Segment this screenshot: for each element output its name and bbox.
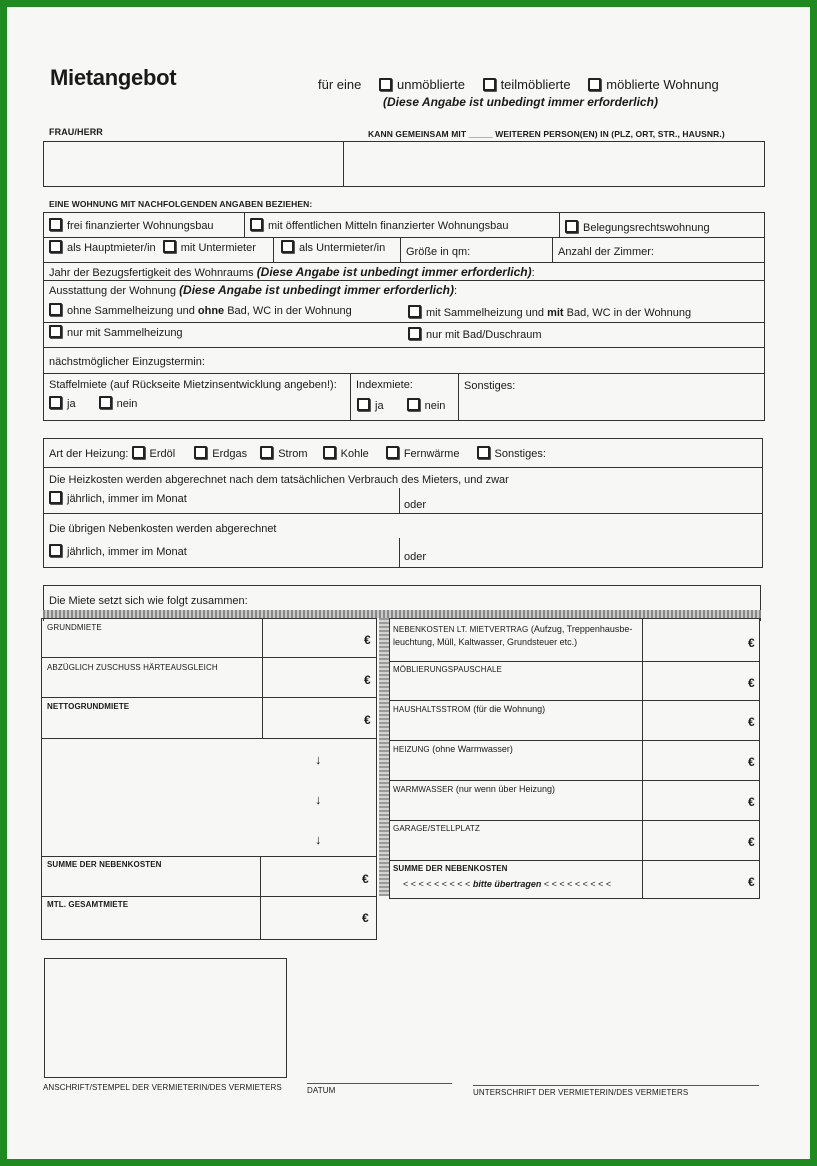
gesamtmiete-euro: € xyxy=(362,911,369,925)
index-label: Indexmiete: xyxy=(356,379,413,391)
moeblierung-label: MÖBLIERUNGSPAUSCHALE xyxy=(393,665,502,674)
fuer-eine-label: für eine xyxy=(318,77,362,92)
ausstattung-note: (Diese Angabe ist unbedingt immer erforderlich) xyxy=(179,283,454,297)
frei-finanziert-label: frei finanzierter Wohnungsbau xyxy=(67,220,214,232)
nur-sammelheizung-checkbox[interactable] xyxy=(49,325,62,338)
zimmer-label: Anzahl der Zimmer: xyxy=(558,246,654,258)
summe-nebenkosten-right-euro: € xyxy=(748,875,755,889)
als-untermieter-checkbox[interactable] xyxy=(281,240,294,253)
ohne-sammelheizung-checkbox[interactable] xyxy=(49,303,62,316)
als-untermieter-label: als Untermieter/in xyxy=(299,242,386,254)
miete-heading: Die Miete setzt sich wie folgt zusammen: xyxy=(49,595,248,607)
belegung-checkbox[interactable] xyxy=(565,220,578,233)
nur-bad-label: nur mit Bad/Duschraum xyxy=(426,329,542,341)
bezugsjahr-label: Jahr der Bezugsfertigkeit des Wohnraums xyxy=(49,267,254,279)
heizung-kosten-euro: € xyxy=(748,755,755,769)
moebliert-label: möblierte Wohnung xyxy=(606,77,719,92)
fernwaerme-checkbox[interactable] xyxy=(386,446,399,459)
gesamtmiete-label: MTL. GESAMTMIETE xyxy=(47,900,129,909)
nebenkosten-jaehrlich-checkbox[interactable] xyxy=(49,544,62,557)
heizkosten-jaehrlich-checkbox[interactable] xyxy=(49,491,62,504)
arrow-down-icon: ↓ xyxy=(315,752,322,767)
heizkosten-text: Die Heizkosten werden abgerechnet nach dem tatsächlichen Verbrauch des Mieters, und zwar xyxy=(49,474,509,486)
grundmiete-label: GRUNDMIETE xyxy=(47,623,102,632)
hauptmieter-checkbox[interactable] xyxy=(49,240,62,253)
name-field[interactable] xyxy=(49,157,339,175)
summe-nebenkosten-left-euro: € xyxy=(362,872,369,886)
teilmoebliert-checkbox[interactable] xyxy=(483,78,496,91)
arrow-down-icon: ↓ xyxy=(315,832,322,847)
unterschrift-line[interactable] xyxy=(473,1085,759,1086)
form-page: Mietangebot für eine unmöblierte teilmöblierte möblierte Wohnung (Diese Angabe ist unbedingt immer erforderlich) FRAU/HERR KANN GEMEINSAM MIT _____ WEITEREN PERSON(EN) IN (PLZ, ORT, STR., HAUSNR.) EINE WOHNUNG MIT NACHFOLGENDEN ANGABEN BEZIEHEN: frei finanzierter Wohnungsbau mit öffentlichen Mitteln finanzierter Wohnungsbau Belegungsrechtswohnung als Hauptmieter/in mit Untermieter als Untermieter/in Größe in qm: Anzahl der Zimmer: Jahr der Bezugsfertigkeit des Wohnraums (Diese Angabe ist unbedingt immer erforderlich): Ausstattung der Wohnung (Diese Angabe ist unbedingt immer erforderlich): ohne Sammelheizung und ohne Bad, WC in der Wohnung mit Sammelheizung und mit Bad, WC in der Wohnung nur mit Sammelheizung nur mit Bad/Duschraum nächstmöglicher Einzugstermin: Staffelmiete (auf Rückseite Mietzinsentwicklung angeben!): ja nein Indexmiete: ja nein Sonstiges: Art der Heizung: Erdöl Erdgas Strom Kohle Fernwärme Sonstiges: Die Heizkosten werden abgerechnet nach dem tatsächlichen Verbrauch des Mieters, und zwar jährlich, immer im Monat oder Die übrigen Nebenkosten werden abgerechnet jährlich, immer im Monat oder Die Miete setzt sich wie folgt zusammen: GRUNDMIETE € ABZÜGLICH ZUSCHUSS HÄRTEAUSGLEICH € NETTOGRUNDMIETE € ↓ ↓ ↓ SUMME DER NEBENKOSTEN € MTL. GESAMTMIETE € NEBENKOSTEN LT. MIETVERTRAG (Aufzug, Treppenhausbe- leuchtung, Müll, Kaltwasser, Grundsteuer etc.) € MÖBLIERUNGSPAUSCHALE € HAUSHALTSSTROM (für die Wohnung) € HEIZUNG (ohne Warmwasser) € WARMWASSER (nur wenn über Heizung) € GARAGE/STELLPLATZ € SUMME DER NEBENKOSTEN < < < < < < < < < bitte übertragen < < < < < < < < < € ANSCHRIFT/STEMPEL DER VERMIETERIN/DES VERMIETERS DATUM UNTERSCHRIFT DER VERMIETERIN/DES VERMIETERS xyxy=(7,7,810,1159)
strom-checkbox[interactable] xyxy=(260,446,273,459)
moebliert-checkbox[interactable] xyxy=(588,78,601,91)
heizung-sonstiges-checkbox[interactable] xyxy=(477,446,490,459)
oeffentlich-checkbox[interactable] xyxy=(250,218,263,231)
frau-herr-label: FRAU/HERR xyxy=(49,127,103,137)
netto-euro: € xyxy=(364,713,371,727)
summe-nebenkosten-left-label: SUMME DER NEBENKOSTEN xyxy=(47,860,162,869)
staffel-ja-checkbox[interactable] xyxy=(49,396,62,409)
datum-label: DATUM xyxy=(307,1086,336,1095)
datum-line[interactable] xyxy=(307,1083,452,1084)
grundmiete-euro: € xyxy=(364,633,371,647)
moeblierung-euro: € xyxy=(748,676,755,690)
header-line xyxy=(318,77,719,92)
nur-sammelheizung-label: nur mit Sammelheizung xyxy=(67,327,183,339)
form-title: Mietangebot xyxy=(50,65,177,90)
staffel-label: Staffelmiete (auf Rückseite Mietzinsentwicklung angeben!): xyxy=(49,379,337,391)
mit-untermieter-checkbox[interactable] xyxy=(163,240,176,253)
garage-label: GARAGE/STELLPLATZ xyxy=(393,824,480,833)
summe-nebenkosten-right-label: SUMME DER NEBENKOSTEN xyxy=(393,864,508,873)
unterschrift-label: UNTERSCHRIFT DER VERMIETERIN/DES VERMIETERS xyxy=(473,1088,689,1097)
index-ja-checkbox[interactable] xyxy=(357,398,370,411)
nebenkosten-oder: oder xyxy=(404,551,427,563)
anschrift-label: ANSCHRIFT/STEMPEL DER VERMIETERIN/DES VERMIETERS xyxy=(43,1083,282,1092)
gemeinsam-label: KANN GEMEINSAM MIT _____ WEITEREN PERSON(EN) IN (PLZ, ORT, STR., HAUSNR.) xyxy=(368,129,725,139)
mit-sammelheizung-checkbox[interactable] xyxy=(408,305,421,318)
unmoebliert-checkbox[interactable] xyxy=(379,78,392,91)
heizkosten-oder: oder xyxy=(404,499,427,511)
teilmoebliert-label: teilmöblierte xyxy=(500,77,571,92)
stempel-box[interactable] xyxy=(44,958,287,1078)
arrow-down-icon: ↓ xyxy=(315,792,322,807)
bezugsjahr-note: (Diese Angabe ist unbedingt immer erforderlich) xyxy=(256,265,532,279)
zuschuss-label: ABZÜGLICH ZUSCHUSS HÄRTEAUSGLEICH xyxy=(47,663,218,672)
warmwasser-label: WARMWASSER xyxy=(393,785,454,794)
oeffentlich-label: mit öffentlichen Mitteln finanzierter Wohnungsbau xyxy=(268,220,509,232)
nur-bad-checkbox[interactable] xyxy=(408,327,421,340)
sonstiges-label: Sonstiges: xyxy=(464,380,516,392)
netto-label: NETTOGRUNDMIETE xyxy=(47,702,130,711)
groesse-label: Größe in qm: xyxy=(406,246,471,258)
mit-untermieter-label: mit Untermieter xyxy=(180,242,256,254)
haushaltsstrom-label: HAUSHALTSSTROM xyxy=(393,705,471,714)
frei-finanziert-checkbox[interactable] xyxy=(49,218,62,231)
einzug-label: nächstmöglicher Einzugstermin: xyxy=(49,356,205,368)
address-field[interactable] xyxy=(349,157,759,175)
garage-euro: € xyxy=(748,835,755,849)
ausstattung-label: Ausstattung der Wohnung xyxy=(49,285,176,297)
index-nein-checkbox[interactable] xyxy=(407,398,420,411)
heizung-kosten-label: HEIZUNG xyxy=(393,745,430,754)
hauptmieter-label: als Hauptmieter/in xyxy=(67,242,156,254)
erdoel-checkbox[interactable] xyxy=(132,446,145,459)
nebenkosten-vertrag-euro: € xyxy=(748,636,755,650)
unmoebliert-label: unmöblierte xyxy=(397,77,465,92)
erdgas-checkbox[interactable] xyxy=(194,446,207,459)
wohnung-heading: EINE WOHNUNG MIT NACHFOLGENDEN ANGABEN BEZIEHEN: xyxy=(49,199,313,209)
nebenkosten-text: Die übrigen Nebenkosten werden abgerechnet xyxy=(49,523,277,535)
header-note: (Diese Angabe ist unbedingt immer erforderlich) xyxy=(383,95,658,109)
uebertragen-note: < < < < < < < < < bitte übertragen < < < < < < < < < xyxy=(403,879,612,889)
haushaltsstrom-euro: € xyxy=(748,715,755,729)
nebenkosten-vertrag-label: NEBENKOSTEN LT. MIETVERTRAG xyxy=(393,625,529,634)
heizung-art-label: Art der Heizung: xyxy=(49,448,129,460)
warmwasser-euro: € xyxy=(748,795,755,809)
belegung-label: Belegungsrechtswohnung xyxy=(583,222,710,234)
kohle-checkbox[interactable] xyxy=(323,446,336,459)
staffel-nein-checkbox[interactable] xyxy=(99,396,112,409)
zuschuss-euro: € xyxy=(364,673,371,687)
